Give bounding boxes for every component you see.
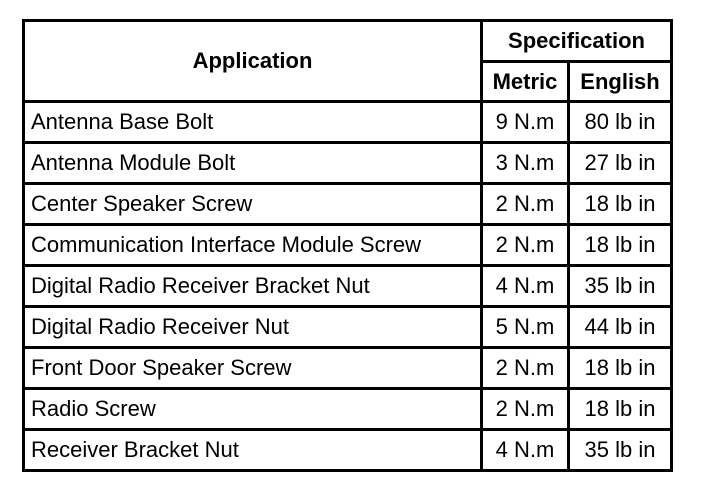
application-cell: Antenna Base Bolt	[24, 102, 482, 143]
application-cell: Center Speaker Screw	[24, 184, 482, 225]
column-header-english: English	[569, 62, 672, 102]
table-row	[24, 348, 672, 389]
application-cell: Communication Interface Module Screw	[24, 225, 482, 266]
table-row	[24, 307, 672, 348]
application-cell: Digital Radio Receiver Bracket Nut	[24, 266, 482, 307]
metric-cell: 4 N.m	[482, 266, 569, 307]
fastener-specification-table	[22, 19, 673, 472]
table-row	[24, 430, 672, 471]
table-row	[24, 266, 672, 307]
english-cell: 35 lb in	[569, 266, 672, 307]
english-cell: 44 lb in	[569, 307, 672, 348]
english-cell: 27 lb in	[569, 143, 672, 184]
metric-cell: 3 N.m	[482, 143, 569, 184]
metric-cell: 2 N.m	[482, 348, 569, 389]
table-row	[24, 389, 672, 430]
column-header-metric: Metric	[482, 62, 569, 102]
application-cell: Front Door Speaker Screw	[24, 348, 482, 389]
metric-cell: 2 N.m	[482, 389, 569, 430]
english-cell: 18 lb in	[569, 389, 672, 430]
metric-cell: 2 N.m	[482, 184, 569, 225]
metric-cell: 9 N.m	[482, 102, 569, 143]
table-row	[24, 102, 672, 143]
metric-cell: 2 N.m	[482, 225, 569, 266]
metric-cell: 5 N.m	[482, 307, 569, 348]
application-cell: Radio Screw	[24, 389, 482, 430]
application-cell: Digital Radio Receiver Nut	[24, 307, 482, 348]
table-row	[24, 184, 672, 225]
column-header-specification: Specification	[482, 21, 672, 62]
english-cell: 18 lb in	[569, 348, 672, 389]
table-row	[24, 143, 672, 184]
english-cell: 35 lb in	[569, 430, 672, 471]
column-header-application: Application	[24, 21, 482, 102]
english-cell: 80 lb in	[569, 102, 672, 143]
header-row-top	[24, 21, 672, 62]
table-row	[24, 225, 672, 266]
metric-cell: 4 N.m	[482, 430, 569, 471]
english-cell: 18 lb in	[569, 184, 672, 225]
application-cell: Receiver Bracket Nut	[24, 430, 482, 471]
english-cell: 18 lb in	[569, 225, 672, 266]
application-cell: Antenna Module Bolt	[24, 143, 482, 184]
